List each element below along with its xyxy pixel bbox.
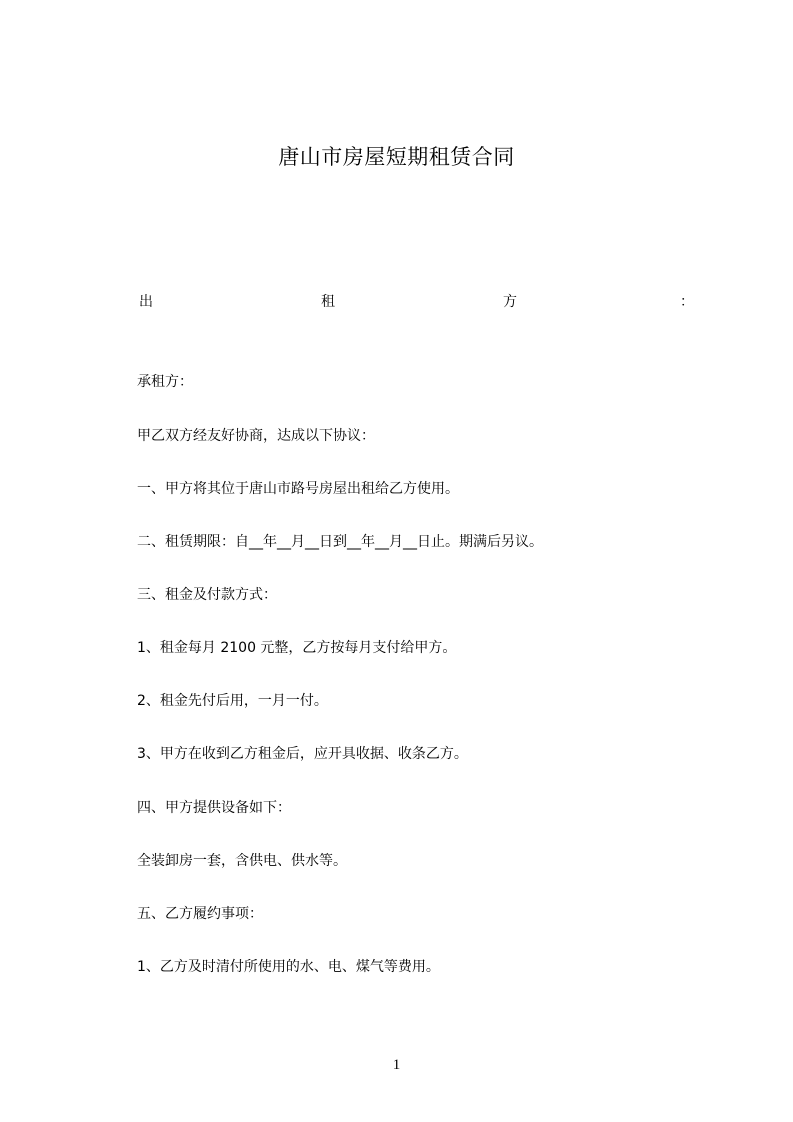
clause-1: 一、甲方将其位于唐山市路号房屋出租给乙方使用。 xyxy=(137,481,459,497)
lessor-label-char-1: 出 xyxy=(139,294,153,310)
clause-5-heading: 五、乙方履约事项： xyxy=(137,906,263,922)
clause-3-item-3: 3、甲方在收到乙方租金后，应开具收据、收条乙方。 xyxy=(137,746,468,762)
lessor-label-char-3: 方 xyxy=(503,294,517,310)
clause-3-heading: 三、租金及付款方式： xyxy=(137,587,277,603)
lessor-label-char-2: 租 xyxy=(321,294,335,310)
lessee-line: 承租方： xyxy=(137,374,193,390)
clause-3-item-1: 1、租金每月 2100 元整，乙方按每月支付给甲方。 xyxy=(137,640,457,656)
clause-2-lease-term: 二、租赁期限：自__年__月__日到__年__月__日止。期满后另议。 xyxy=(137,534,543,550)
document-title: 唐山市房屋短期租赁合同 xyxy=(278,145,515,169)
lessor-label-colon: ： xyxy=(680,294,694,310)
clause-5-item-1: 1、乙方及时清付所使用的水、电、煤气等费用。 xyxy=(137,959,440,975)
agreement-intro: 甲乙双方经友好协商，达成以下协议： xyxy=(137,428,375,444)
clause-4-heading: 四、甲方提供设备如下： xyxy=(137,800,291,816)
page-number: 1 xyxy=(392,1057,401,1073)
lessor-field xyxy=(137,290,693,314)
clause-3-item-2: 2、租金先付后用，一月一付。 xyxy=(137,693,328,709)
clause-4-equipment: 全装卸房一套，含供电、供水等。 xyxy=(137,853,347,869)
